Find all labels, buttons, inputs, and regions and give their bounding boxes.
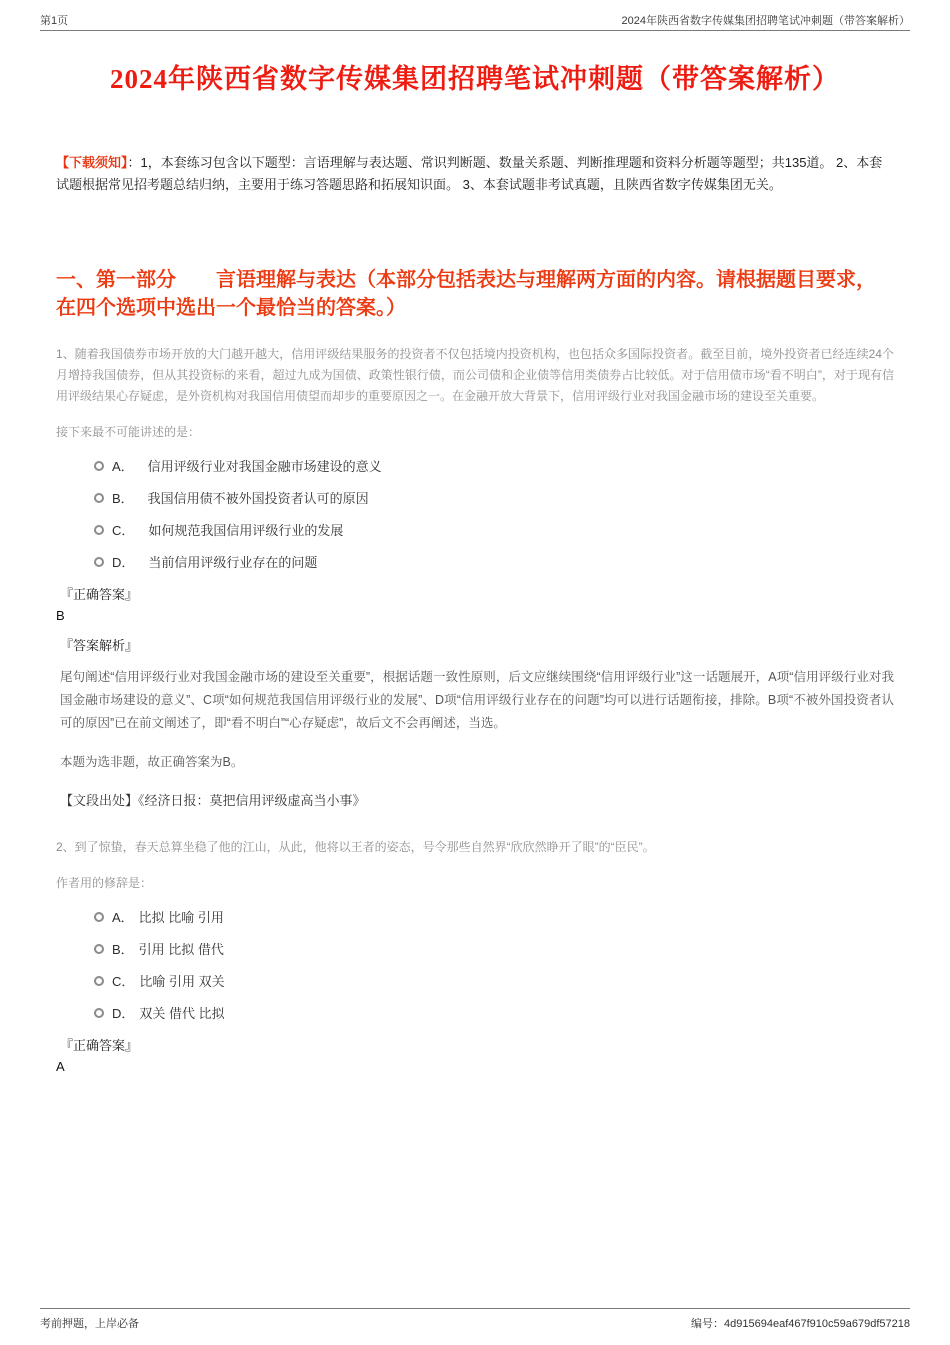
radio-icon[interactable] [94, 493, 104, 503]
correct-answer-value: A [56, 1059, 65, 1074]
option-text: 信用评级行业对我国金融市场建设的意义 [147, 459, 382, 474]
option-label: C． [112, 523, 135, 538]
question-1-option-c[interactable] [94, 520, 894, 539]
option-text: 引用 比拟 借代 [138, 942, 224, 957]
download-notice-label: 【下载须知】 [56, 155, 128, 170]
option-label: D． [112, 555, 135, 570]
radio-icon[interactable] [94, 525, 104, 535]
conclusion-text: 本题为选非题，故正确答案为B。 [60, 755, 244, 769]
option-label: B． [112, 491, 134, 506]
question-2-stem: 2、到了惊蛰，春天总算坐稳了他的江山，从此，他将以王者的姿态，号令那些自然界“欣欣然睁开了眼”的“臣民”。 [56, 840, 655, 854]
option-label: A． [112, 910, 134, 925]
question-2-option-c[interactable] [94, 971, 894, 990]
page-header [40, 12, 910, 28]
question-2-prompt: 作者用的修辞是： [56, 876, 153, 890]
question-2-option-d[interactable] [94, 1003, 894, 1022]
question-2-option-a[interactable] [94, 907, 894, 926]
question-1-option-b[interactable] [94, 488, 894, 507]
download-notice [56, 152, 894, 196]
analysis-text: 尾句阐述“信用评级行业对我国金融市场的建设至关重要”，根据话题一致性原则，后文应继续围绕“信用评级行业”这一话题展开，A项“信用评级行业对我国金融市场建设的意义”、C项“如何规范我国信用评级行业的发展”、D项“信用评级行业存在的问题”均可以进行话题衔接，排除。B项“不被外国投资者认可的原因”已在前文阐述了，即“看不明白”“心存疑虑”，故后文不会再阐述，当选。 [60, 670, 894, 730]
question-1-option-d[interactable] [94, 552, 894, 571]
question-2 [56, 837, 894, 1074]
document-title: 2024年陕西省数字传媒集团招聘笔试冲刺题（带答案解析） [110, 64, 840, 94]
analysis-label: 『答案解析』 [60, 638, 139, 653]
question-1-option-a[interactable] [94, 456, 894, 475]
radio-icon[interactable] [94, 1008, 104, 1018]
radio-icon[interactable] [94, 912, 104, 922]
footer-number-label: 编号： [691, 1318, 725, 1330]
question-1-prompt: 接下来最不可能讲述的是： [56, 425, 201, 439]
footer-number-value: 4d915694eaf467f910c59a679df57218 [724, 1318, 910, 1330]
option-text: 比拟 比喻 引用 [138, 910, 224, 925]
footer-divider [40, 1308, 910, 1309]
download-notice-text: ：1，本套练习包含以下题型：言语理解与表达题、常识判断题、数量关系题、判断推理题和资料分析题等题型；共135道。 2、本套试题根据常见招考题总结归纳，主要用于练习答题思路和拓展知识面。 3、本套试题非考试真题，且陕西省数字传媒集团无关。 [56, 155, 883, 192]
footer-slogan: 考前押题，上岸必备 [40, 1318, 139, 1330]
question-1 [56, 344, 894, 809]
correct-answer-label: 『正确答案』 [60, 587, 139, 602]
page-footer [40, 1315, 910, 1331]
source-text: 【文段出处】《经济日报：莫把信用评级虚高当小事》 [60, 793, 366, 808]
question-2-options [94, 907, 894, 1022]
option-text: 双关 借代 比拟 [139, 1006, 225, 1021]
option-label: C． [112, 974, 135, 989]
correct-answer-value: B [56, 608, 65, 623]
section-heading: 一、第一部分 言语理解与表达（本部分包括表达与理解两方面的内容。请根据题目要求，在四个选项中选出一个最恰当的答案。） [56, 269, 876, 319]
option-text: 如何规范我国信用评级行业的发展 [148, 523, 344, 538]
option-text: 比喻 引用 双关 [139, 974, 225, 989]
document-content [56, 31, 894, 1074]
option-label: A． [112, 459, 134, 474]
radio-icon[interactable] [94, 557, 104, 567]
option-text: 我国信用债不被外国投资者认可的原因 [147, 491, 369, 506]
header-doc-title: 2024年陕西省数字传媒集团招聘笔试冲刺题（带答案解析） [621, 15, 910, 27]
footer-number [691, 1315, 910, 1331]
radio-icon[interactable] [94, 976, 104, 986]
radio-icon[interactable] [94, 944, 104, 954]
radio-icon[interactable] [94, 461, 104, 471]
option-label: D． [112, 1006, 135, 1021]
page-number: 第1页 [40, 15, 69, 27]
option-text: 当前信用评级行业存在的问题 [148, 555, 318, 570]
question-2-option-b[interactable] [94, 939, 894, 958]
option-label: B． [112, 942, 134, 957]
correct-answer-label: 『正确答案』 [60, 1038, 139, 1053]
question-1-stem: 1、随着我国债券市场开放的大门越开越大，信用评级结果服务的投资者不仅包括境内投资机构，也包括众多国际投资者。截至目前，境外投资者已经连续24个月增持我国债券，但从其投资标的来看，超过九成为国债、政策性银行债，而公司债和企业债等信用类债券占比较低。对于信用债市场“看不明白”，对于现有信用评级结果心存疑虑，是外资机构对我国信用债望而却步的重要原因之一。在金融开放大背景下，信用评级行业对我国金融市场的建设至关重要。 [56, 347, 894, 403]
question-1-options [94, 456, 894, 571]
